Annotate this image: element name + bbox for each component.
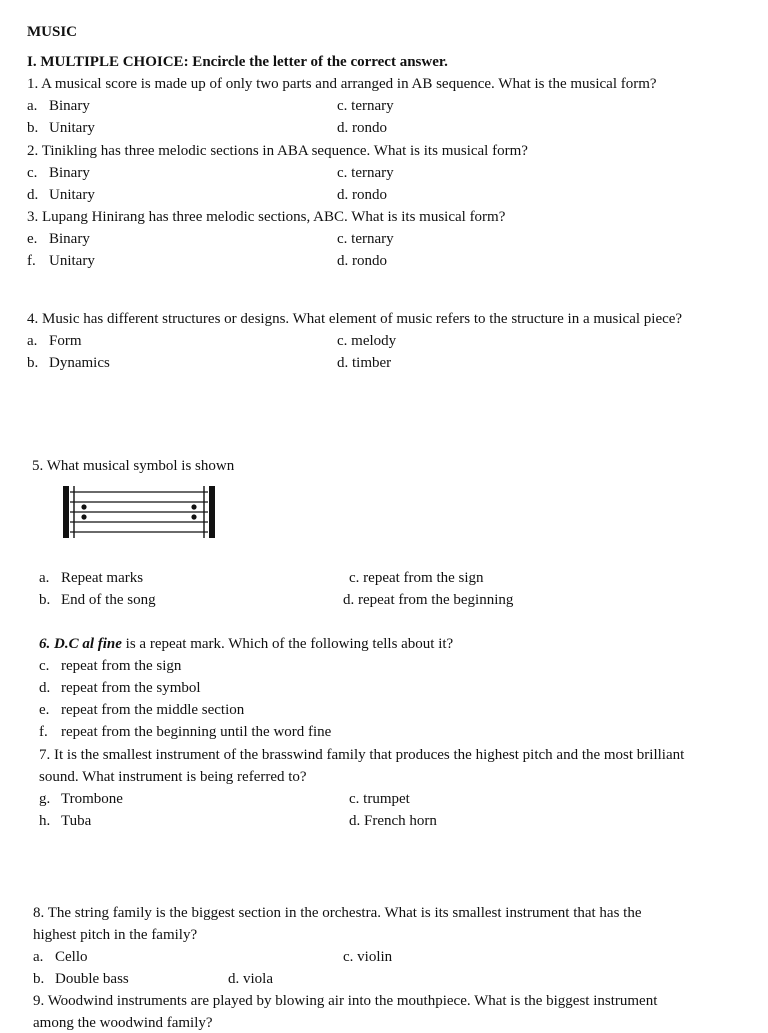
q6-option-4: f. repeat from the beginning until the word fine <box>39 724 332 740</box>
q3-option-3: c. ternary <box>337 231 394 247</box>
q1-option-a: a. Binary <box>27 98 90 114</box>
q5-option-c: c. repeat from the sign <box>349 570 484 586</box>
q7-option-2: h. Tuba <box>39 813 92 829</box>
q2-option-1: c. Binary <box>27 165 90 181</box>
q1-option-c: c. ternary <box>337 98 394 114</box>
question-7-line-1: 7. It is the smallest instrument of the brasswind family that produces the highest pitch and the most brilliant <box>39 747 685 763</box>
q8-option-d: d. viola <box>228 971 273 987</box>
question-5: 5. What musical symbol is shown <box>32 458 235 474</box>
question-1: 1. A musical score is made up of only two parts and arranged in AB sequence. What is the musical form? <box>27 76 657 92</box>
section-instruction: I. MULTIPLE CHOICE: Encircle the letter of the correct answer. <box>27 54 448 70</box>
q1-option-d: d. rondo <box>337 120 387 136</box>
question-8-line-2: highest pitch in the family? <box>33 927 198 943</box>
q6-option-2: d. repeat from the symbol <box>39 680 201 696</box>
question-8-line-1: 8. The string family is the biggest section in the orchestra. What is its smallest instrument that has the <box>33 905 642 921</box>
q3-option-2: f. Unitary <box>27 253 95 269</box>
q3-option-4: d. rondo <box>337 253 387 269</box>
q5-option-a: a. Repeat marks <box>39 570 144 586</box>
q6-option-1: c. repeat from the sign <box>39 658 182 674</box>
question-4: 4. Music has different structures or designs. What element of music refers to the structure in a musical piece? <box>27 311 683 327</box>
q4-option-c: c. melody <box>337 333 397 349</box>
q4-option-a: a. Form <box>27 333 82 349</box>
q7-option-4: d. French horn <box>349 813 437 829</box>
q7-option-1: g. Trombone <box>39 791 123 807</box>
q6-option-3: e. repeat from the middle section <box>39 702 245 718</box>
q5-option-d: d. repeat from the beginning <box>343 592 514 608</box>
q8-option-c: c. violin <box>343 949 393 965</box>
question-2: 2. Tinikling has three melodic sections in ABA sequence. What is its musical form? <box>27 143 528 159</box>
q1-option-b: b. Unitary <box>27 120 95 136</box>
q2-option-3: c. ternary <box>337 165 394 181</box>
question-9-line-2: among the woodwind family? <box>33 1015 213 1031</box>
q5-option-b: b. End of the song <box>39 592 156 608</box>
q4-option-d: d. timber <box>337 355 392 371</box>
question-7-line-2: sound. What instrument is being referred to? <box>39 769 307 785</box>
q7-option-3: c. trumpet <box>349 791 410 807</box>
q4-option-b: b. Dynamics <box>27 355 110 371</box>
q8-option-a: a. Cello <box>33 949 88 965</box>
question-9-line-1: 9. Woodwind instruments are played by blowing air into the mouthpiece. What is the biggest instrument <box>33 993 658 1009</box>
q3-option-1: e. Binary <box>27 231 90 247</box>
q2-option-4: d. rondo <box>337 187 387 203</box>
question-3: 3. Lupang Hinirang has three melodic sections, ABC. What is its musical form? <box>27 209 506 225</box>
repeat-marks-staff-icon <box>62 484 218 540</box>
q8-option-b: b. Double bass <box>33 971 129 987</box>
page-heading: MUSIC <box>27 24 78 40</box>
question-6: 6. D.C al fine is a repeat mark. Which of the following tells about it? <box>39 636 454 652</box>
q2-option-2: d. Unitary <box>27 187 95 203</box>
